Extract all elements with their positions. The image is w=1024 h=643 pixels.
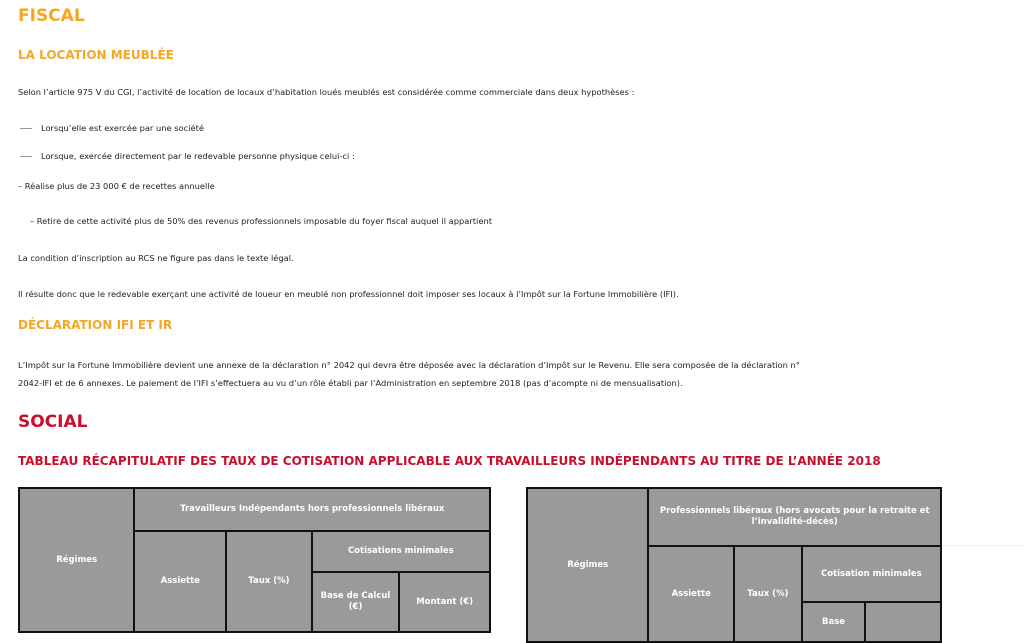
header-montant: Montant (€) (399, 572, 490, 632)
list-item-text: Lorsque, exercée directement par le redevable personne physique celui-ci : (41, 151, 355, 161)
paragraph-declaration-line1: L’Impôt sur la Fortune Immobilière devient une annexe de la déclaration n° 2042 qui devra être déposée avec la déclaration d’Impôt sur le Revenu. Elle sera composée de la déclaration n° (18, 360, 800, 370)
header-regimes: Régimes (527, 488, 648, 642)
list-item-text: Lorsqu’elle est exercée par une société (41, 123, 204, 133)
dash-icon (20, 156, 32, 157)
sub-item-recettes: – Réalise plus de 23 000 € de recettes annuelle (18, 181, 215, 191)
list-item (20, 151, 355, 161)
header-assiette: Assiette (648, 546, 734, 642)
header-group: Professionnels libéraux (hors avocats pour la retraite et l’invalidité-décès) (648, 488, 941, 546)
paragraph-ifi: Il résulte donc que le redevable exerçant une activité de loueur en meublé non professionnel doit imposer ses locaux à l’Impôt sur la Fortune Immobilière (IFI). (18, 289, 679, 299)
table-title: TABLEAU RÉCAPITULATIF DES TAUX DE COTISATION APPLICABLE AUX TRAVAILLEURS INDÉPENDANTS AU TITRE DE L’ANNÉE 2018 (18, 454, 881, 468)
header-base: Base (802, 602, 866, 642)
header-empty (865, 602, 941, 642)
paragraph-rcs: La condition d’inscription au RCS ne figure pas dans le texte légal. (18, 253, 294, 263)
paragraph-declaration-line2: 2042-IFI et de 6 annexes. Le paiement de l’IFI s’effectuera au vu d’un rôle établi par l’Administration en septembre 2018 (pas d’acompte ni de mensualisation). (18, 378, 683, 388)
header-taux: Taux (%) (226, 531, 312, 632)
header-cotisations-minimales: Cotisations minimales (312, 531, 490, 572)
header-regimes: Régimes (19, 488, 134, 632)
list-item (20, 123, 204, 133)
header-cotisation-minimales: Cotisation minimales (802, 546, 941, 602)
social-title: SOCIAL (18, 412, 88, 432)
table-professionnels-liberaux (526, 487, 942, 643)
header-group: Travailleurs Indépendants hors professionnels libéraux (134, 488, 490, 531)
header-taux: Taux (%) (734, 546, 802, 642)
fade-overlay (942, 545, 1024, 628)
paragraph-article-975: Selon l’article 975 V du CGI, l’activité de location de locaux d’habitation loués meublés est considérée comme commerciale dans deux hypothèses : (18, 87, 635, 97)
header-base-calcul: Base de Calcul (€) (312, 572, 400, 632)
dash-icon (20, 128, 32, 129)
table-travailleurs-independants (18, 487, 491, 633)
fiscal-title: FISCAL (18, 6, 85, 26)
declaration-heading: DÉCLARATION IFI ET IR (18, 318, 173, 332)
location-meublee-heading: LA LOCATION MEUBLÉE (18, 48, 174, 62)
sub-item-revenus: – Retire de cette activité plus de 50% des revenus professionnels imposable du foyer fiscal auquel il appartient (30, 216, 492, 226)
header-assiette: Assiette (134, 531, 226, 632)
